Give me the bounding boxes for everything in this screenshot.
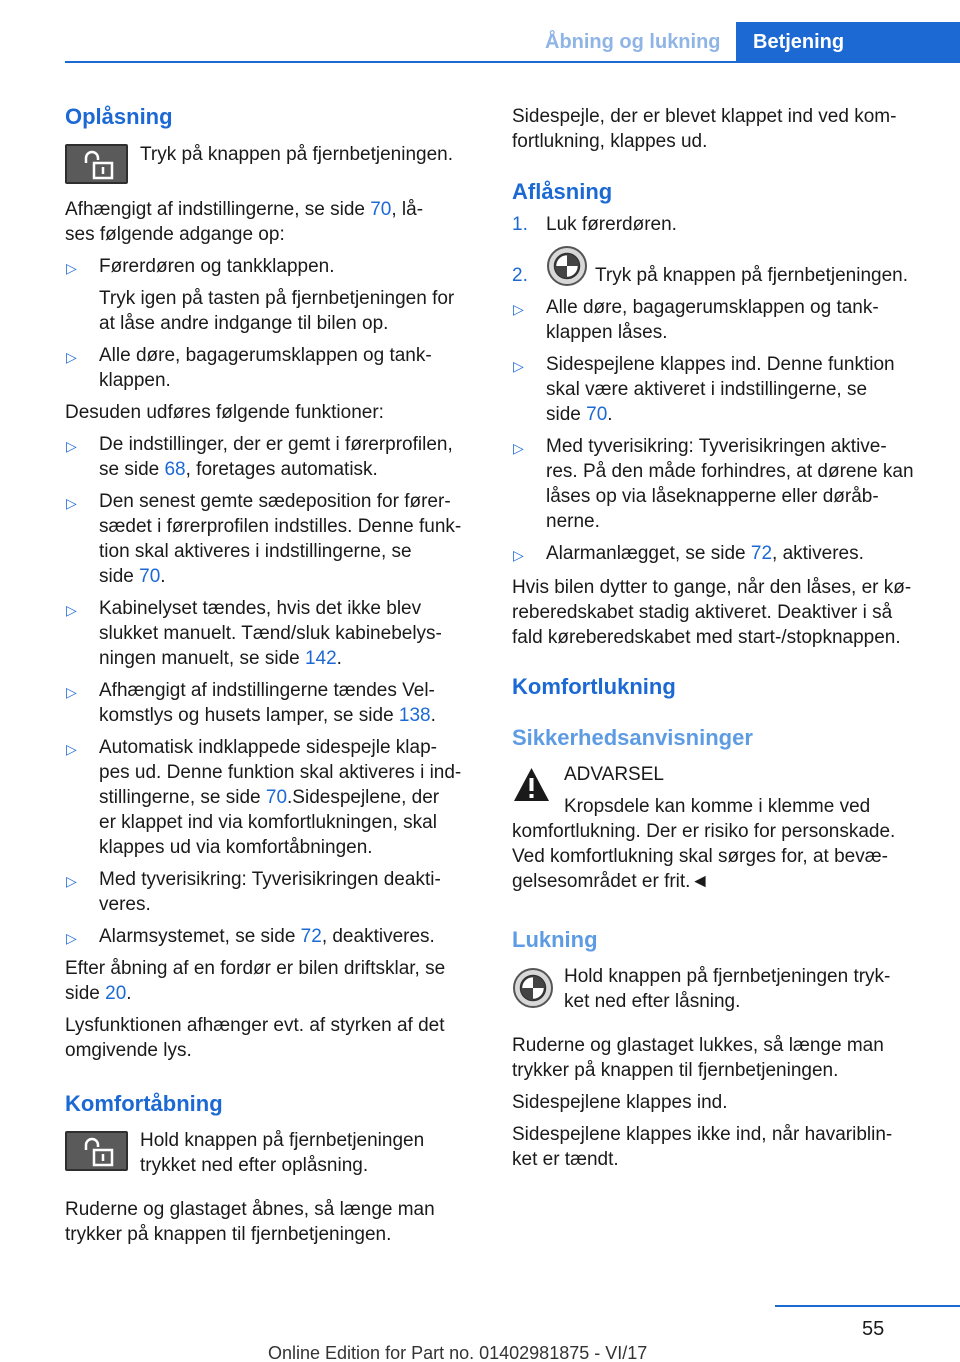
bullet-icon: ▷: [66, 438, 77, 454]
warning-label: ADVARSEL: [564, 764, 664, 785]
paragraph: Sidespejlene klappes ikke ind, når havariblin‐: [512, 1124, 893, 1145]
paragraph: fald køreberedskabet med start-/stopknappen.: [512, 627, 901, 648]
page-link[interactable]: 70: [139, 566, 161, 587]
list-item: Alle døre, bagagerumsklappen og tank‐: [546, 297, 879, 318]
header-rule: [65, 61, 960, 63]
paragraph: trykker på knappen til fjernbetjeningen.: [65, 1224, 392, 1245]
comfort-open-key-text: Hold knappen på fjernbetjeningen: [140, 1130, 425, 1151]
unlock-intro-line1: Afhængigt af indstillingerne, se side 70, lå‐: [65, 199, 424, 220]
list-item: side 70.: [546, 404, 613, 425]
close-key-text: Hold knappen på fjernbetjeningen tryk‐: [564, 966, 891, 987]
bullet-icon: ▷: [66, 684, 77, 700]
list-item: komstlys og husets lamper, se side 138.: [99, 705, 436, 726]
unlock-key-icon: [65, 1131, 128, 1171]
list-item: veres.: [99, 894, 151, 915]
page-link[interactable]: 70: [265, 787, 288, 808]
paragraph: Lysfunktionen afhænger evt. af styrken af det: [65, 1015, 445, 1036]
list-item: se side 68, foretages automatisk.: [99, 459, 378, 480]
list-item: er klappet ind via komfortlukningen, skal: [99, 812, 437, 833]
bullet-icon: ▷: [513, 440, 524, 456]
bullet-icon: ▷: [513, 301, 524, 317]
bullet-icon: ▷: [513, 358, 524, 374]
list-item: De indstillinger, der er gemt i førerprofilen,: [99, 434, 453, 455]
list-item-sub: Tryk igen på tasten på fjernbetjeningen for: [99, 288, 455, 309]
list-item: klappes ud via komfortåbningen.: [99, 837, 373, 858]
bullet-icon: ▷: [66, 873, 77, 889]
list-item: Sidespejlene klappes ind. Denne funktion: [546, 354, 895, 375]
paragraph: Efter åbning af en fordør er bilen driftsklar, se: [65, 958, 446, 979]
paragraph: side 20.: [65, 983, 132, 1004]
list-item: Alarmanlægget, se side 72, aktiveres.: [546, 543, 864, 564]
list-item: nerne.: [546, 511, 600, 532]
page-link[interactable]: 70: [586, 404, 608, 425]
step-text: Luk førerdøren.: [546, 214, 677, 235]
list-item: låses op via låseknapperne eller døråb‐: [546, 486, 879, 507]
paragraph: Ruderne og glastaget åbnes, så længe man: [65, 1199, 435, 1220]
paragraph: Sidespejlene klappes ind.: [512, 1092, 728, 1113]
bullet-icon: ▷: [66, 349, 77, 365]
heading-safety: Sikkerhedsanvisninger: [512, 725, 753, 750]
list-item-sub: at låse andre indgange til bilen op.: [99, 313, 389, 334]
header-chapter-label: Betjening: [753, 31, 845, 53]
paragraph: fortlukning, klappes ud.: [512, 131, 708, 152]
bullet-icon: ▷: [66, 495, 77, 511]
bullet-icon: ▷: [66, 602, 77, 618]
list-item: Med tyverisikring: Tyverisikringen aktive‐: [546, 436, 887, 457]
bullet-icon: ▷: [66, 741, 77, 757]
warning-text: gelsesområdet er frit.◄: [512, 871, 710, 892]
page-link[interactable]: 72: [750, 543, 773, 564]
paragraph: reberedskabet stadig aktiveret. Deaktiver i så: [512, 602, 893, 623]
heading-comfort-close: Komfortlukning: [512, 674, 676, 699]
list-item: ningen manuelt, se side 142.: [99, 648, 342, 669]
header-chapter-tab: [736, 22, 960, 62]
paragraph: Ruderne og glastaget lukkes, så længe man: [512, 1035, 884, 1056]
step-number: 2.: [512, 265, 528, 286]
step-number: 1.: [512, 214, 528, 235]
page-link[interactable]: 142: [304, 648, 337, 669]
list-item: Automatisk indklappede sidespejle klap‐: [99, 737, 437, 758]
list-item: sædet i førerprofilen indstilles. Denne funk‐: [99, 516, 462, 537]
footer-rule: [775, 1305, 960, 1307]
header-section-title: Åbning og lukning: [545, 31, 721, 53]
heading-lock: Aflåsning: [512, 179, 613, 204]
bmw-key-icon: [512, 967, 554, 1009]
page-link[interactable]: 68: [164, 459, 186, 480]
step-text: Tryk på knappen på fjernbetjeningen.: [595, 265, 909, 286]
page-link[interactable]: 138: [398, 705, 431, 726]
heading-unlock: Oplåsning: [65, 104, 173, 129]
heading-comfort-open: Komfortåbning: [65, 1091, 223, 1116]
list-item: stillingerne, se side 70.Sidespejlene, der: [99, 787, 440, 808]
list-item: pes ud. Denne funktion skal aktiveres i ind‐: [99, 762, 462, 783]
list-item: Afhængigt af indstillingerne tændes Vel‐: [99, 680, 435, 701]
list-item: Den senest gemte sædeposition for fører‐: [99, 491, 451, 512]
list-item: side 70.: [99, 566, 166, 587]
paragraph: Hvis bilen dytter to gange, når den låses, er kø‐: [512, 577, 912, 598]
list-item: Alarmsystemet, se side 72, deaktiveres.: [99, 926, 435, 947]
list-item: slukket manuelt. Tænd/sluk kabinebelys‐: [99, 623, 442, 644]
page-link[interactable]: 72: [300, 926, 322, 947]
unlock-intro-line2: ses følgende adgange op:: [65, 224, 285, 245]
list-item: res. På den måde forhindres, at dørene kan: [546, 461, 914, 482]
list-item: Førerdøren og tankklappen.: [99, 256, 335, 277]
close-key-text: ket ned efter låsning.: [564, 991, 741, 1012]
paragraph: Sidespejle, der er blevet klappet ind ved kom‐: [512, 106, 897, 127]
footer-edition: Online Edition for Part no. 01402981875 - VI/17: [268, 1343, 648, 1362]
paragraph: ket er tændt.: [512, 1149, 619, 1170]
bullet-icon: ▷: [66, 930, 77, 946]
list-item: tion skal aktiveres i indstillingerne, se: [99, 541, 412, 562]
list-item: Med tyverisikring: Tyverisikringen deakti‐: [99, 869, 441, 890]
bullet-icon: ▷: [66, 260, 77, 276]
warning-text: Ved komfortlukning skal sørges for, at bevæ‐: [512, 846, 888, 867]
paragraph: trykker på knappen til fjernbetjeningen.: [512, 1060, 839, 1081]
list-item: Kabinelyset tændes, hvis det ikke blev: [99, 598, 422, 619]
warning-text: Kropsdele kan komme i klemme ved: [564, 796, 871, 817]
warning-triangle-icon: [512, 766, 551, 804]
unlock-key-icon: [65, 144, 128, 184]
comfort-open-key-text: trykket ned efter oplåsning.: [140, 1155, 369, 1176]
page-link[interactable]: 70: [370, 199, 392, 220]
list-item: skal være aktiveret i indstillingerne, se: [546, 379, 868, 400]
warning-text: komfortlukning. Der er risiko for personskade.: [512, 821, 896, 842]
page-link[interactable]: 20: [105, 983, 127, 1004]
paragraph: omgivende lys.: [65, 1040, 192, 1061]
list-item: klappen låses.: [546, 322, 668, 343]
list-item: klappen.: [99, 370, 171, 391]
list-item: Alle døre, bagagerumsklappen og tank‐: [99, 345, 432, 366]
heading-close: Lukning: [512, 927, 598, 952]
paragraph: Desuden udføres følgende funktioner:: [65, 402, 384, 423]
bmw-key-icon: [546, 245, 588, 287]
bullet-icon: ▷: [513, 547, 524, 563]
page-number: 55: [862, 1318, 885, 1340]
unlock-key-text: Tryk på knappen på fjernbetjeningen.: [140, 144, 454, 165]
